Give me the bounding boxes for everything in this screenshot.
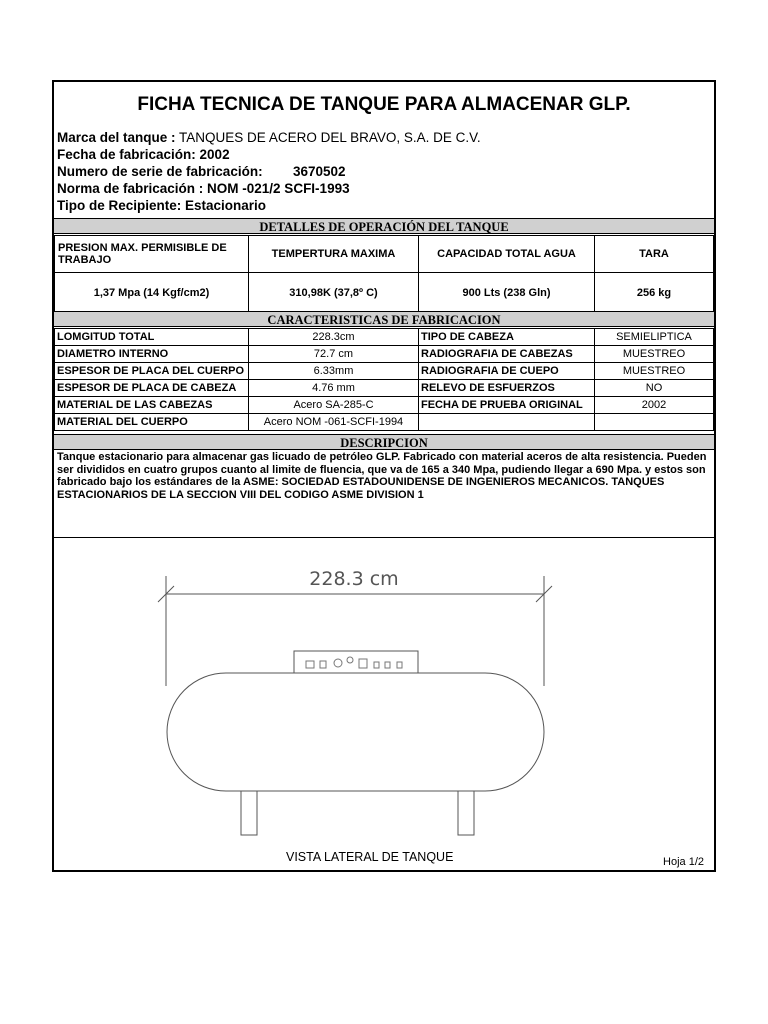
norm-line: Norma de fabricación : NOM -021/2 SCFI-1993 bbox=[57, 181, 350, 196]
tank-body bbox=[167, 673, 544, 791]
operation-table bbox=[54, 235, 714, 314]
op-value-tare: 256 kg bbox=[595, 273, 714, 314]
tank-leg-right bbox=[458, 791, 474, 835]
description-text: Tanque estacionario para almacenar gas licuado de petróleo GLP. Fabricado con material aceros de alta resistencia. Pueden ser divididos en cuatro grupos cuanto al limite de fluencia, que va de 165 a 340 Mpa, pudiendo llegar a 690 Mpa. y estos son fabricado bajo los estándares de la ASME: SOCIEDAD ESTADOUNIDENSE DE INGENIEROS MECANICOS. TANQUES ESTACIONARIOS DE LA SECCION VIII DEL CODIGO ASME DIVISION 1 bbox=[54, 450, 714, 538]
op-value-pressure: 1,37 Mpa (14 Kgf/cm2) bbox=[55, 273, 249, 314]
serial-label: Numero de serie de fabricación: bbox=[57, 164, 263, 179]
op-header-temp: TEMPERTURA MAXIMA bbox=[249, 236, 419, 273]
document-title: FICHA TECNICA DE TANQUE PARA ALMACENAR GLP. bbox=[137, 94, 631, 115]
tank-drawing bbox=[54, 538, 714, 872]
table-row: ESPESOR DE PLACA DEL CUERPO 6.33mm RADIOGRAFIA DE CUEPO MUESTREO bbox=[55, 363, 714, 380]
brand-label: Marca del tanque : bbox=[57, 130, 176, 145]
brand-value: TANQUES DE ACERO DEL BRAVO, S.A. DE C.V. bbox=[179, 130, 481, 145]
table-row: ESPESOR DE PLACA DE CABEZA 4.76 mm RELEVO DE ESFUERZOS NO bbox=[55, 380, 714, 397]
type-line: Tipo de Recipiente: Estacionario bbox=[57, 198, 267, 213]
page-number: Hoja 1/2 bbox=[663, 856, 704, 868]
table-row: MATERIAL DEL CUERPO Acero NOM -061-SCFI-1994 bbox=[55, 414, 714, 431]
date-line: Fecha de fabricación: 2002 bbox=[57, 147, 230, 162]
table-row: LOMGITUD TOTAL 228.3cm TIPO DE CABEZA SEMIELIPTICA bbox=[55, 329, 714, 346]
op-header-tare: TARA bbox=[595, 236, 714, 273]
operation-section-title: DETALLES DE OPERACIÓN DEL TANQUE bbox=[54, 218, 714, 234]
table-row: MATERIAL DE LAS CABEZAS Acero SA-285-C FECHA DE PRUEBA ORIGINAL 2002 bbox=[55, 397, 714, 414]
tank-leg-left bbox=[241, 791, 257, 835]
fabrication-table bbox=[54, 328, 714, 431]
tank-side-view bbox=[54, 538, 714, 848]
serial-value: 3670502 bbox=[293, 164, 346, 179]
serial-line bbox=[57, 164, 457, 179]
description-section-title: DESCRIPCION bbox=[54, 434, 714, 450]
op-value-temp: 310,98K (37,8º C) bbox=[249, 273, 419, 314]
valve-fittings bbox=[306, 657, 402, 668]
view-label: VISTA LATERAL DE TANQUE bbox=[286, 850, 454, 864]
op-value-capacity: 900 Lts (238 Gln) bbox=[419, 273, 595, 314]
fabrication-section-title: CARACTERISTICAS DE FABRICACION bbox=[54, 311, 714, 327]
brand-line bbox=[57, 130, 481, 145]
op-header-capacity: CAPACIDAD TOTAL AGUA bbox=[419, 236, 595, 273]
dimension-label: 228.3 cm bbox=[309, 568, 399, 590]
table-row: DIAMETRO INTERNO 72.7 cm RADIOGRAFIA DE CABEZAS MUESTREO bbox=[55, 346, 714, 363]
op-header-pressure: PRESION MAX. PERMISIBLE DE TRABAJO bbox=[55, 236, 249, 273]
spec-sheet bbox=[52, 80, 716, 872]
